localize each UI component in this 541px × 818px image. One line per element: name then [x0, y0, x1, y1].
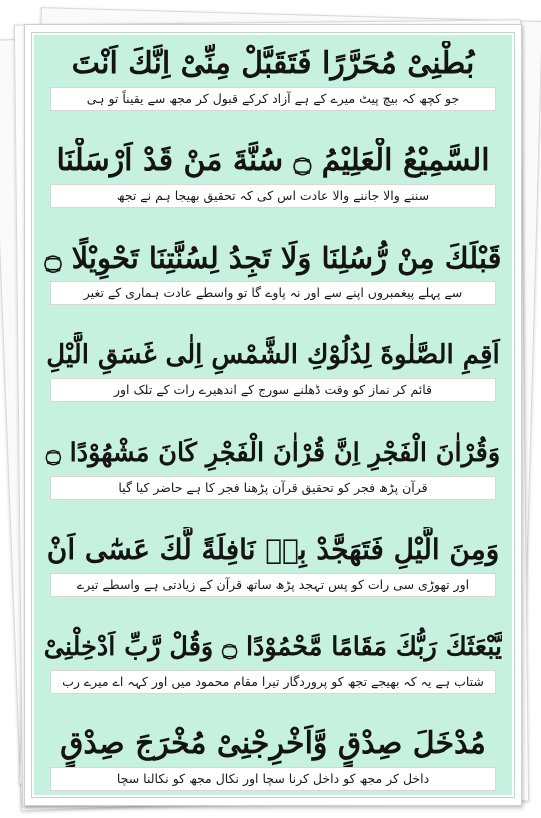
verse-frame [32, 33, 514, 797]
verse-block-3 [44, 235, 502, 305]
arabic-line: السَّمِیْعُ الْعَلِیْمُ ۝ سُنَّةَ مَنْ قَدْ اَرْسَلْنَا [56, 143, 490, 179]
arabic-line: بُطْنِیْ مُحَرَّرًا فَتَقَبَّلْ مِنِّیْ اِنَّكَ اَنْتَ [71, 46, 475, 81]
verse-block-6 [44, 527, 502, 597]
arabic-line: قَبْلَكَ مِنْ رُّسُلِنَا وَلَا تَجِدُ لِسُنَّتِنَا تَحْوِیْلًا ۝ [44, 241, 502, 276]
verse-block-1 [44, 41, 502, 111]
urdu-translation: قائم کر نماز کو وقت ڈھلنے سورج کے اندھیرے رات کے تلک اور [50, 378, 496, 402]
verse-block-4 [44, 332, 502, 402]
urdu-translation: شتاب ہے یہ کہ بھیجے تجھ کو پروردگار تیرا مقام محمود میں اور کہہ اے میرے رب [50, 670, 496, 694]
urdu-translation: سے پہلے پیغمبروں اپنے سے اور نہ پاوے گا تو واسطے عادت ہماری کے تغیر [50, 281, 496, 305]
quran-page [24, 24, 522, 806]
urdu-translation: داخل کر مجھ کو داخل کرنا سچا اور نکال مجھ کو نکالنا سچا [50, 767, 496, 791]
verse-block-8 [44, 721, 502, 791]
verse-block-2 [44, 138, 502, 208]
verse-block-7 [44, 624, 502, 694]
arabic-line: وَقُرْاٰنَ الْفَجْرِ اِنَّ قُرْاٰنَ الْفَجْرِ كَانَ مَشْهُوْدًا ۝ [45, 437, 501, 468]
arabic-line: وَمِنَ الَّیْلِ فَتَهَجَّدْ بِهٖ نَافِلَةً لَّكَ عَسٰٓی اَنْ [46, 532, 500, 566]
urdu-translation: قرآن پڑھ فجر کو تحقیق قرآن پڑھنا فجر کا ہے حاضر کیا گیا [50, 476, 496, 500]
verse-block-5 [44, 430, 502, 500]
urdu-translation: جو کچھ کہ بیچ پیٹ میرے کے ہے آزاد کرکے قبول کر مجھ سے یقیناً تو ہی [50, 87, 496, 111]
arabic-line: یَّبْعَثَكَ رَبُّكَ مَقَامًا مَّحْمُوْدًا ۝ وَقُلْ رَّبِّ اَدْخِلْنِیْ [44, 631, 502, 662]
urdu-translation: سننے والا جاننے والا عادت اس کی کہ تحقیق بھیجا ہم نے تجھ [50, 184, 496, 208]
arabic-line: اَقِمِ الصَّلٰوةَ لِدُلُوْكِ الشَّمْسِ اِلٰی غَسَقِ الَّیْلِ [46, 340, 500, 371]
urdu-translation: اور تھوڑی سی رات کو پس تہجد پڑھ ساتھ قرآن کے زیادتی ہے واسطے تیرے [50, 573, 496, 597]
arabic-line: مُدْخَلَ صِدْقٍ وَّاَخْرِجْنِیْ مُخْرَجَ صِدْقٍ [60, 725, 486, 761]
